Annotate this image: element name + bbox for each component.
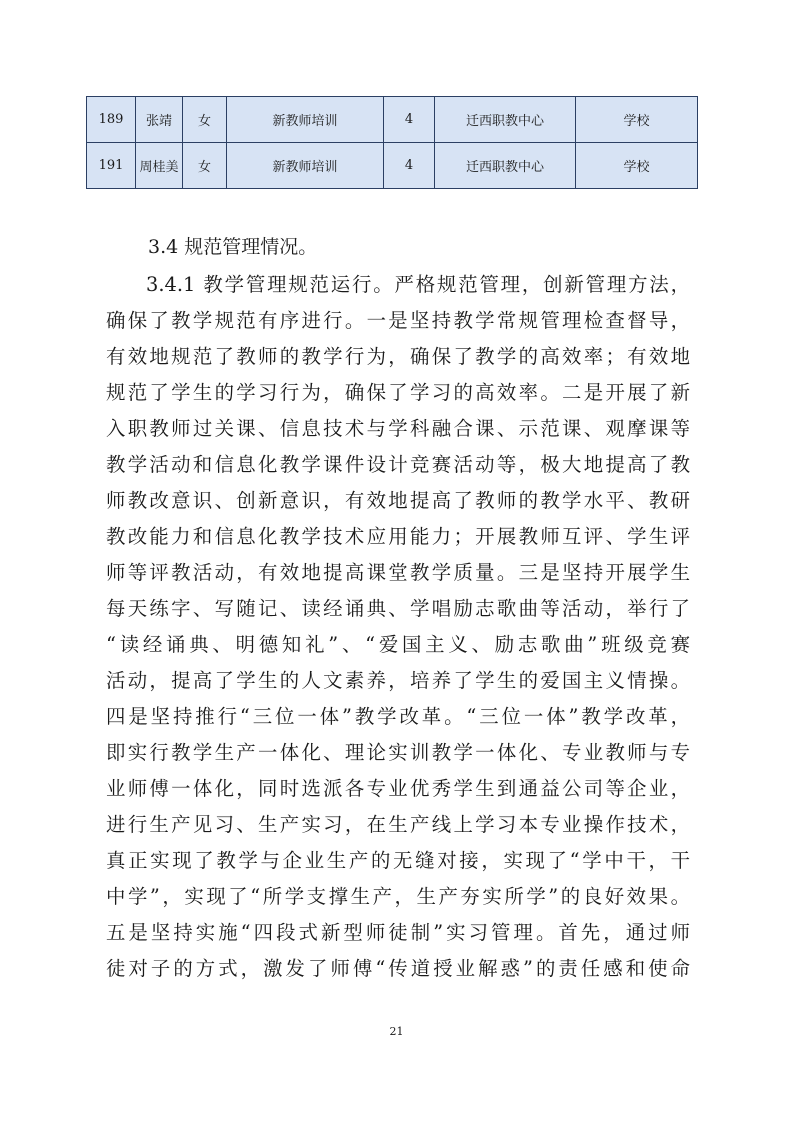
body-text xyxy=(106,267,690,987)
table-cell-name: 周桂美 xyxy=(136,143,183,189)
table-cell-id: 191 xyxy=(87,143,136,189)
text-line: 确保了教学规范有序进行。一是坚持教学常规管理检查督导， xyxy=(106,309,690,332)
text-line: 即实行教学生产一体化、理论实训教学一体化、专业教师与专 xyxy=(106,741,690,764)
table-cell-training: 新教师培训 xyxy=(227,97,384,143)
training-record-table xyxy=(86,96,698,189)
text-line: 每天练字、写随记、读经诵典、学唱励志歌曲等活动，举行了 xyxy=(106,597,690,620)
text-line: 业师傅一体化，同时选派各专业优秀学生到通益公司等企业， xyxy=(106,777,690,800)
text-line: 活动，提高了学生的人文素养，培养了学生的爱国主义情操。 xyxy=(106,669,690,692)
text-line: 教改能力和信息化教学技术应用能力；开展教师互评、学生评 xyxy=(106,525,690,548)
table-row xyxy=(87,143,698,189)
text-line: 3.4.1 教学管理规范运行。严格规范管理，创新管理方法， xyxy=(146,273,690,296)
table-cell-hours: 4 xyxy=(384,97,435,143)
table-cell-organization: 迁西职教中心 xyxy=(435,97,576,143)
text-line: 师等评教活动，有效地提高课堂教学质量。三是坚持开展学生 xyxy=(106,561,690,584)
text-line: 中学”，实现了“所学支撑生产，生产夯实所学”的良好效果。 xyxy=(106,885,690,908)
text-line: 五是坚持实施“四段式新型师徒制”实习管理。首先，通过师 xyxy=(106,921,690,944)
table-cell-training: 新教师培训 xyxy=(227,143,384,189)
table-cell-gender: 女 xyxy=(183,143,227,189)
table-cell-level: 学校 xyxy=(576,143,698,189)
text-line: “读经诵典、明德知礼”、“爱国主义、励志歌曲”班级竞赛 xyxy=(106,633,690,656)
table-row xyxy=(87,97,698,143)
text-line: 规范了学生的学习行为，确保了学习的高效率。二是开展了新 xyxy=(106,381,690,404)
section-heading: 3.4 规范管理情况。 xyxy=(148,236,318,258)
text-line: 教学活动和信息化教学课件设计竞赛活动等，极大地提高了教 xyxy=(106,453,690,476)
text-line: 师教改意识、创新意识，有效地提高了教师的教学水平、教研 xyxy=(106,489,690,512)
page-number: 21 xyxy=(389,1025,404,1038)
table-cell-organization: 迁西职教中心 xyxy=(435,143,576,189)
text-line: 进行生产见习、生产实习，在生产线上学习本专业操作技术， xyxy=(106,813,690,836)
table-cell-level: 学校 xyxy=(576,97,698,143)
text-line: 真正实现了教学与企业生产的无缝对接，实现了“学中干，干 xyxy=(106,849,690,872)
text-line: 四是坚持推行“三位一体”教学改革。“三位一体”教学改革， xyxy=(106,705,690,728)
table-cell-id: 189 xyxy=(87,97,136,143)
table-cell-gender: 女 xyxy=(183,97,227,143)
text-line: 有效地规范了教师的教学行为，确保了教学的高效率；有效地 xyxy=(106,345,690,368)
text-line: 徒对子的方式，激发了师傅“传道授业解惑”的责任感和使命 xyxy=(106,957,690,980)
table-cell-hours: 4 xyxy=(384,143,435,189)
table-cell-name: 张靖 xyxy=(136,97,183,143)
text-line: 入职教师过关课、信息技术与学科融合课、示范课、观摩课等 xyxy=(106,417,690,440)
